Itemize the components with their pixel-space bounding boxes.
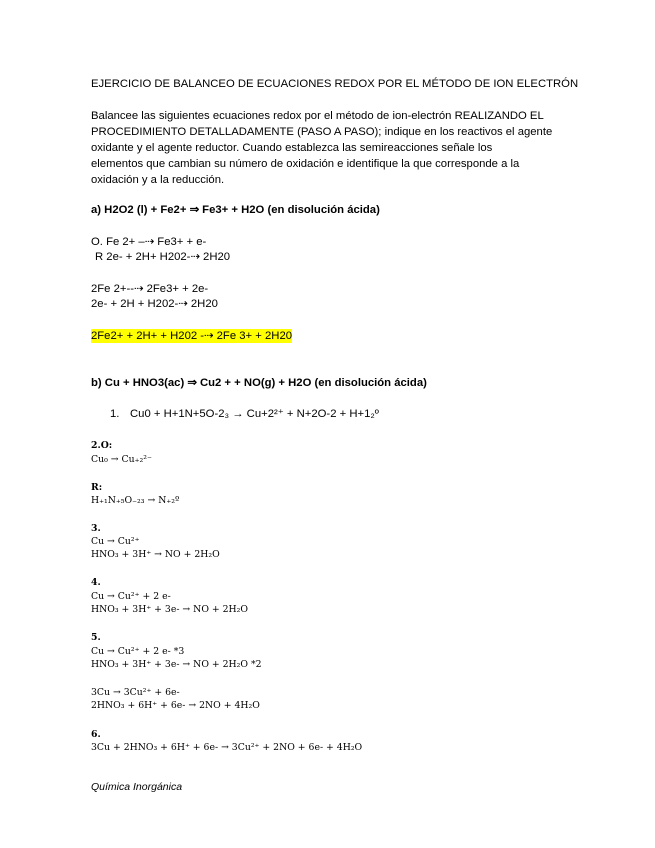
problem-b-step-1-number: 1.	[110, 408, 120, 420]
problem-b-step-3-label: 3.	[91, 523, 101, 534]
instructions-line-1: Balancee las siguientes ecuaciones redox por el método de ion-electrón REALIZANDO EL	[91, 110, 544, 122]
problem-b-step-5-c: 3Cu → 3Cu²⁺ + 6e-	[91, 687, 180, 698]
document-title: EJERCICIO DE BALANCEO DE ECUACIONES REDOX POR EL MÉTODO DE ION ELECTRÓN	[91, 78, 579, 90]
problem-b-step-3-a: Cu → Cu²⁺	[91, 536, 140, 547]
instructions-line-2: PROCEDIMIENTO DETALLADAMENTE (PASO A PASO); indique en los reactivos el agente	[91, 126, 553, 138]
problem-b-step-4-b: HNO₃ + 3H⁺ + 3e- → NO + 2H₂O	[91, 604, 249, 615]
problem-a-equation: a) H2O2 (l) + Fe2+ ⇒ Fe3+ + H2O (en disolución ácida)	[91, 204, 380, 216]
problem-b-equation: b) Cu + HNO3(ac) ⇒ Cu2 + + NO(g) + H2O (en disolución ácida)	[91, 377, 427, 389]
problem-b-step-5-a: Cu → Cu²⁺ + 2 e- *3	[91, 646, 185, 657]
problem-b-step-1: Cu0 + H+1N+5O-2₃ → Cu+2²⁺ + N+2O-2 + H+1₂º	[130, 408, 379, 420]
problem-a-oxidation: O. Fe 2+ –⇢ Fe3+ + e-	[91, 236, 207, 248]
problem-b-reduction-line: H₊₁N₊₅O₋₂₃ → N₊₂º	[91, 495, 180, 506]
problem-a-reduction: R 2e- + 2H+ H202-⇢ 2H20	[95, 251, 231, 263]
problem-b-step-4-a: Cu → Cu²⁺ + 2 e-	[91, 591, 171, 602]
problem-b-step-4-label: 4.	[91, 577, 101, 588]
instructions-line-3: oxidante y el agente reductor. Cuando establezca las semireacciones señale los	[91, 142, 493, 154]
problem-a-final-equation: 2Fe2+ + 2H+ + H202 -⇢ 2Fe 3+ + 2H20	[91, 330, 293, 342]
problem-b-step-3-b: HNO₃ + 3H⁺ → NO + 2H₂O	[91, 549, 220, 560]
problem-b-step-5-d: 2HNO₃ + 6H⁺ + 6e- → 2NO + 4H₂O	[91, 700, 260, 711]
instructions-line-4: elementos que cambian su número de oxidación e identifique la que corresponde a la	[91, 158, 520, 170]
problem-b-step-6-label: 6.	[91, 729, 101, 740]
problem-a-step-1: 2Fe 2+--⇢ 2Fe3+ + 2e-	[91, 283, 209, 295]
problem-a-step-2: 2e- + 2H + H202-⇢ 2H20	[91, 298, 218, 310]
problem-b-step-5-label: 5.	[91, 632, 101, 643]
instructions-line-5: oxidación y a la reducción.	[91, 174, 225, 186]
problem-b-step-2-oxidation: Cu₀ → Cu₊₂²⁻	[91, 454, 152, 465]
problem-b-reduction-label: R:	[91, 482, 103, 493]
page-footer: Química Inorgánica	[91, 781, 183, 793]
problem-b-step-5-b: HNO₃ + 3H⁺ + 3e- → NO + 2H₂O *2	[91, 659, 262, 670]
problem-b-step-2-label: 2.O:	[91, 440, 113, 451]
problem-b-final-equation: 3Cu + 2HNO₃ + 6H⁺ + 6e- → 3Cu²⁺ + 2NO + 6e- + 4H₂O	[91, 742, 363, 753]
